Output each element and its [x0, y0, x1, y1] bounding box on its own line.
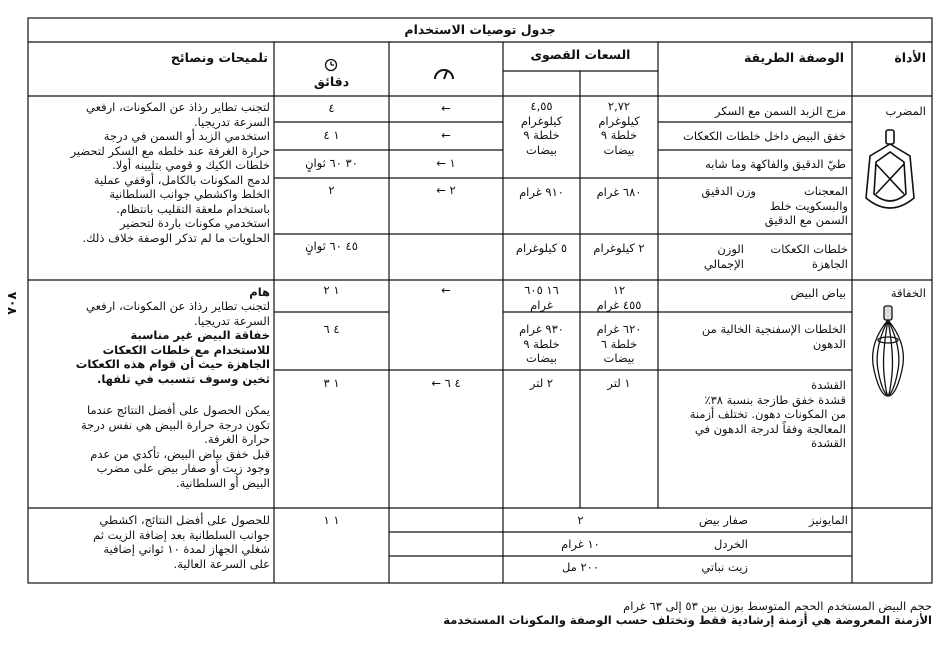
speed-cell: ١ ← [436, 156, 456, 170]
header-tips: تلميحات ونصائح [170, 50, 268, 65]
header-tool: الأداة [894, 50, 926, 65]
capacity-cell: ٩٣٠ غرام خلطة ٩ بيضات [519, 322, 564, 365]
recipe-cell: القشدة قشدة خفق طازجة بنسبة ٣٨٪ من المكونات دهون. تختلف أزمنة المعالجة وفقاً لدرجة الدهون في القشدة [689, 378, 846, 450]
time-cell: ٤ [328, 101, 335, 115]
recipe-cell: خفق البيض داخل خلطات الكعكات [683, 129, 846, 143]
time-cell: ١ ٢ [323, 283, 340, 297]
whisk-warning: خفاقة البيض غير مناسبة للاستخدام مع خلطات الكعكات الجاهزة حيث أن قوام هذه الكعكات ثخين وسوف تتسبب في تلفها. [75, 328, 270, 386]
whisk-tips-heading: هام [249, 285, 270, 299]
time-cell: ١ ٣ [323, 376, 340, 390]
capacity-cell: ٦٢٠ غرام خلطة ٦ بيضات [596, 322, 642, 365]
speed-cell: ٢ ← [436, 183, 456, 197]
whisk-tips: لتجنب تطاير رذاذ عن المكونات، ارفعي السرعة تدريجيا. [86, 299, 270, 328]
page-number: ٧٠٨ [3, 291, 19, 315]
time-cell: ٢ [328, 183, 335, 197]
time-cell: ٣٠ ٦٠ ثوانٍ [305, 156, 358, 170]
mayo-ingredient-name: صفار بيض [698, 513, 748, 527]
capacity-cell: ٥ كيلوغرام [515, 241, 568, 255]
recipe-cell: المعجنات والبسكويت خلط السمن مع الدقيق [764, 184, 848, 227]
speed-cell: ← [441, 101, 451, 115]
speed-cell: ← [441, 283, 451, 297]
time-cell: ١ ٤ [323, 128, 340, 142]
header-max-capacity: السعات القصوى [530, 47, 631, 62]
mayo-ingredient-qty: ٢٠٠ مل [561, 560, 600, 574]
table-title: جدول توصيات الاستخدام [404, 22, 556, 37]
beater-tips: لتجنب تطاير رذاذ عن المكونات، ارفعي السرعة تدريجيا. استخدمي الزبد أو السمن في درجة حرارة الغرفة عند خلطه مع السكر لتحضير خلطات الكيك و قومي بتليينه أولا. لدمج المكونات بالكامل، أوقفي عملية الخلط واكشطي جوانب السلطانية باستخدام ملعقة التقليب بانتظام. استخدمي مكونات باردة لتحضير الحلويات ما لم تذكر الوصفة خلاف ذلك. [70, 100, 270, 245]
capacity-cell: ٢,٧٢ كيلوغرام خلطة ٩ بيضات [598, 99, 640, 157]
recipe-cell: بياض البيض [790, 286, 846, 300]
mayo-ingredient-qty: ١٠ غرام [561, 537, 600, 551]
tool-name-beater: المضرب [885, 104, 926, 118]
recipe-cell: الخلطات الإسفنجية الخالية من الدهون [701, 322, 846, 351]
speed-cell: ← [441, 128, 451, 142]
speed-cell: ٤ ٦ ← [431, 376, 461, 390]
flat-beater-icon [862, 128, 918, 218]
clock-icon [324, 58, 338, 72]
footer-disclaimer: الأزمنة المعروضة هي أزمنة إرشادية فقط وتختلف حسب الوصفة والمكونات المستخدمة [443, 613, 932, 627]
capacity-cell: ١ لتر [607, 376, 631, 390]
time-cell: ٤ ٦ [323, 322, 340, 336]
capacity-cell: ٤,٥٥ كيلوغرام خلطة ٩ بيضات [520, 99, 563, 157]
footer-egg-size: حجم البيض المستخدم الحجم المتوسط بوزن بين ٥٣ إلى ٦٣ غرام [623, 599, 932, 613]
recipe-sublabel: وزن الدقيق [701, 184, 756, 198]
header-recipe: الوصفة الطريقة [743, 50, 844, 65]
recipe-cell: خلطات الكعكات الجاهزة [770, 242, 848, 271]
time-cell: ١ ١ [323, 513, 340, 527]
recipe-sublabel: الوزن الإجمالي [703, 242, 744, 271]
capacity-cell: ٢ لتر [529, 376, 554, 390]
mayo-tips: للحصول على أفضل النتائج، اكشطي جوانب السلطانية بعد إضافة الزيت ثم شغلي الجهاز لمدة ١٠ ثواني إضافية على السرعة العالية. [93, 513, 270, 571]
time-cell: ٤٥ ٦٠ ثوانٍ [305, 239, 358, 253]
whisk-tips-more: يمكن الحصول على أفضل النتائج عندما تكون درجة حرارة البيض هي نفس درجة حرارة الغرفة. قبل خفق بياض البيض، تأكدي من عدم وجود زيت أو صفار بيض على مضرب البيض أو السلطانية. [80, 403, 270, 490]
mayo-ingredient-name: زيت نباتي [701, 560, 748, 574]
mayo-ingredient-qty: ٢ [577, 513, 584, 527]
speed-dial-icon [432, 64, 456, 82]
capacity-cell: ٦٨٠ غرام [596, 185, 642, 199]
capacity-cell: ٢ كيلوغرام [593, 241, 645, 255]
capacity-cell: ٩١٠ غرام [519, 185, 564, 199]
mayo-ingredient-name: الخردل [714, 537, 748, 551]
tool-name-whisk: الخفاقة [890, 286, 926, 300]
capacity-cell: ١٦ ٦٠٥ غرام [524, 283, 559, 312]
recipe-cell: مزج الزبد السمن مع السكر [714, 104, 846, 118]
recipe-mayonnaise: المايونيز [808, 513, 848, 527]
wire-whisk-icon [866, 304, 910, 400]
capacity-cell: ١٢ ٤٥٥ غرام [596, 283, 642, 312]
header-minutes: دقائق [313, 74, 350, 89]
recipe-cell: طيّ الدقيق والفاكهة وما شابه [705, 157, 846, 171]
